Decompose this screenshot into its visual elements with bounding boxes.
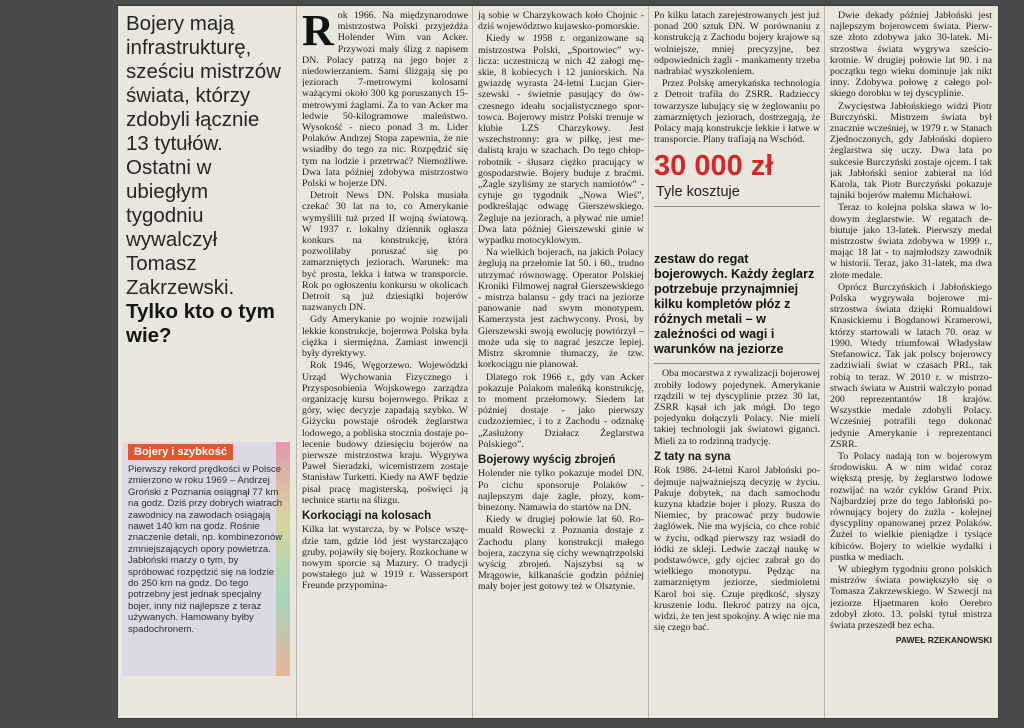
paragraph: Rok 1986. 24-letni Karol Jabłoński podejmuje najważniejszą decyzję w życiu. Pakuje dobytek, na dach samochodu kuzyna kładzie bojer i płozy. Rusza do Niemiec, by pracować przy budowie żaglówek. Nie ma wyjścia, co chce robić w życiu, odkąd pierwszy raz wsiadł do łódki ze skleji. Ledwie zaczął naukę w podstawówce, gdy ojciec zabrał go do wielkiego monotypu. Pędząc na zamarzniętym jeziorze, siedmioletni Karol boi się. Czuje prędkość, słyszy kruszenie lodu. Ilekroć patrzy na ojca, widzi, że ten jest spokojny. A więc nie ma się czego bać. [654, 465, 820, 634]
paragraph: Rok 1946, Węgorzewo. Wojewódzki Urząd Wychowania Fizycznego i Przysposobienia Wojskowego zarządza organizację kursu bojerowego. Prikaz z góry, więc decyzje zapadają szybko. W Giżycku powstaje ośrodek żeglarstwa lodowego, a pobliska stocznia dostaje polecenie budowy dziesięciu bojerów na pierwsze mistrzostwa kraju. Wygrywa Paweł Sieradzki, wicemistrzem zostaje Stanisław Turketti. Kiedy na AWF będzie pisał pracę magisterską, poświęci ją technice startu na ślizgu. [302, 360, 468, 506]
paragraph: Przez Polskę amerykańska technologia z Detroit trafiła do ZSRR. Radzieccy towarzysze lubujący się w żeglowaniu po zamarzniętych jeziorach, dostrzegają, że Polacy mają konstrukcje lekkie i łatwe w transporcie. Plany trafiają na Wschód. [654, 78, 820, 146]
callout-big-number: 30 000 zł [654, 150, 774, 183]
paragraph: Po kilku latach zarejestrowanych jest już ponad 200 sztuk DN. W porównaniu z konstrukcją z Zachodu bojery krajowe są wolniejsze, mniej precyzyjne, bez odpowiednich żagli - mankamenty trzeba nadrabiać wyszkoleniem. [654, 10, 820, 78]
drop-cap: R [302, 10, 334, 55]
sidebar-box-title: Bojery i szybkość [128, 444, 233, 460]
sidebar-box-text: Pierwszy rekord prędkości w Polsce zmierzono w roku 1969 – Andrzej Groński z Poznania osiągnął 77 km na godz. Dziś przy dobrych wiatrach zawodnicy na zawodach osiągają nawet 140 km na godz. Rośnie znaczenie detali, np. kombinezonów zmniejszających opory powietrza. Jabłoński marzy o tym, by spróbować rozpędzić się na lodzie do 250 km na godz. Do tego potrzebny jest jednak specjalny bojer, inny niż najlepsze z teraz używanych. Hamowany byłby spadochronem. [128, 464, 283, 635]
newspaper-clipping [118, 6, 998, 718]
paragraph: Holender nie tylko pokazuje model DN. Po cichu sponsoruje Polaków - najlepszym daje żagle, płozy, kombinezony. Namawia do startów na DN. [478, 468, 644, 514]
callout-bold-text: zestaw do regat bojerowych. Każdy żeglarz potrzebuje przynajmniej kilku kompletów płóz z różnych metali – w zależności od wagi i warunków na jeziorze [654, 252, 815, 357]
paragraph: Na wielkich bojerach, na jakich Polacy żeglują na przełomie lat 50. i 60., trudno utrzymać równowagę. Operator Polskiej Kroniki Filmowej nagrał Gierszewskiego - mistrza balansu - gdy traci na jeziorze panowanie nad swym monotypem. Kamerzysta jest zachwycony. Prosi, by Gierszewski swoją ewolucję powtórzył – może uda się to nagrać jeszcze lepiej. Mistrz skromnie tłumaczy, że tzw. korkociągu nie planował. [478, 247, 644, 371]
column-divider [296, 6, 297, 718]
paragraph: Kilka lat wystarcza, by w Polsce wszędzie tam, gdzie lód jest wystarczająco gruby, pojawiły się bojery. Rozkochane w nowym sporcie są Mazury. O tradycji powstałego już w 1919 r. Wassersport Freunde przypomina- [302, 524, 468, 592]
column-divider [648, 6, 649, 718]
article-column-5 [830, 10, 992, 718]
callout-rule [654, 206, 820, 207]
paragraph: Zwycięstwa Jabłońskiego widzi Piotr Burczyński. Mistrzem świata był znacznie wcześniej, w 1979 r. w Stanach Zjednoczonych, gdy Jabłoński dopiero żeglarstwa się uczy. Dwa lata po sukcesie Burczyński zostaje ojcem. I tak jak Jabłoński senior zabierał na lód Karola, tak Piotr Burczyński pokazuje tajniki bojerów małemu Michałowi. [830, 100, 992, 202]
paragraph: Oprócz Burczyńskich i Jabłońskiego Polska wygrywała bojerowe mistrzostwa świata dzięki Romualdowi Knasickiemu i Bogdanowi Kramerowi, którzy startowali w latach 70. oraz w 1990. Wtedy triumfował Władysław Stefanowicz. Tak jak polscy bojerowcy zadziwiali świat w czasach PRL, tak robią to teraz. W 2010 r. w mistrzostwach świata w Austrii walczyło ponad 200 reprezentantów 18 krajów. Wszystkie medale zdobyli Polacy. Wcześniej potrafili tego dokonać jedynie Amerykanie i reprezentanci ZSRR. [830, 281, 992, 450]
lead-question: Tylko kto o tym wie? [126, 300, 275, 347]
article-column-4 [654, 10, 820, 718]
callout [654, 146, 820, 252]
paragraph: Gdy Amerykanie po wojnie rozwijali lekkie konstrukcje, bojerowa Polska była ciężka i siermiężna. Zamiast inwencji były dyrektywy. [302, 314, 468, 360]
callout-subtitle: Tyle kosztuje [656, 184, 740, 201]
column-divider [472, 6, 473, 718]
paragraph: ok 1966. Na międzynarodowe mistrzostwa Polski przyjeżdża Holender Wim van Acker. Przywozi mały ślizg z napisem DN. Polacy patrzą na jego bojer z niedowierzaniem. Sami ślizgają się po jeziorach 7-metrowymi kolosami ważącymi około 300 kg poruszanych 15-metrowymi żaglami. Za to van Acker ma ledwie 50-kilogramowe maleństwo. Wysokość - nieco ponad 3 m. Lider Polaków Andrzej Stopa zapewnia, że nie wsiadłby do tego za nic. Rozpędzić się tym na lodzie i przetrwać? Niemożliwe. Dwa lata później zdobywa mistrzostwo Polski w bojerze DN. [302, 10, 468, 190]
lead-column [118, 6, 294, 718]
paragraph: Dlatego rok 1966 r., gdy van Acker pokazuje Polakom maleńką konstrukcję, to moment przełomowy. Siedem lat później dostaje - jako pierwszy cudzoziemiec, i to z Zachodu - odznakę „Zasłużony Działacz Żeglarstwa Polskiego”. [478, 371, 644, 450]
section-heading: Z taty na syna [654, 450, 731, 463]
paragraph: Teraz to kolejna polska sława w lodowym żeglarstwie. W regatach debiutuje jako 13-latek. Pierwszy medal mistrzostw świata zdobywa w 1999 r., mając 18 lat - to najmłodszy zawodnik w historii. Teraz, jako 31-latek, ma dwa złote medale. [830, 202, 992, 281]
paragraph: Kiedy w drugiej połowie lat 60. Romuald Rowecki z Poznania dostaje z Zachodu plany konstrukcji małego bojera, zaczyna się cichy wewnątrzpolski wyścig zbrojeń. Najszybsi są w Mrągowie, kilkanaście godzin później mały bojer jest gotowy też w Olsztynie. [478, 514, 644, 593]
author-signature: PAWEŁ RZEKANOWSKI [895, 635, 992, 646]
article-column-2 [302, 10, 468, 718]
section-heading: Bojerowy wyścig zbrojeń [478, 453, 616, 466]
section-heading: Korkociągi na kolosach [302, 509, 432, 522]
column-divider [824, 6, 825, 718]
sidebar-box [122, 442, 290, 676]
callout-rule [654, 363, 820, 364]
article-column-3 [478, 10, 644, 718]
paragraph: Kiedy w 1958 r. organizowane są mistrzostwa Polski, „Sportowiec” wylicza: uczestniczą w nich 42 załogi męskie, 8 kobiecych i 12 juniorskich. Na gwiazdę wyrasta 24-letni Lucjan Gierszewski - świetnie pasujący do ówczesnego ideału socjalistycznego sportowca. Bojerowy mistrz Polski trenuje w klubie LZS Charzykowy. Jest wszechstronny: gra w piłkę, jest medalistą kraju w szachach. Do tego chłop-robotnik - ślusarz ciężko pracujący w gospodarstwie. Bojery buduje z braćmi. „Żagle szyliśmy ze starych namiotów” - cytuje go tygodnik „Nowa Wieś”, podkreślając odwagę Gierszewskiego. Żegluje na jeziorach, a pływać nie umie! Dwa lata później Gierszewski ginie w wypadku motocyklowym. [478, 33, 644, 247]
paragraph: To Polacy nadają ton w bojerowym środowisku. A w nim widać coraz większą presję, by żeglarstwo lodowe rozwijać na wzór cyklów Grand Prix. Najbardziej prze do tego Jabłoński porównujący bojery do żużla - kolejnej dyscypliny opanowanej przez Polaków. Żużel to wielkie pieniądze i tysiące kibiców. Bojery to wielkie wydalki i pustka w mediach. [830, 450, 992, 563]
paragraph: W ubiegłym tygodniu grono polskich mistrzów świata powiększyło się o Tomasza Zakrzewskiego. W Szwecji na jeziorze Hjaetmaren koło Oerebro zdobył złoto. 13. polski tytuł mistrza świata przeszedł bez echa. [830, 563, 992, 631]
paragraph: Oba mocarstwa z rywalizacji bojerowej zrobiły lodowy pojedynek. Amerykanie rządzili w tej dyscyplinie przez 30 lat, ZSRR kąsał ich jak mógł. Do tego pojedynku dołączyli Polacy. Nie mieli takiej technologii jak światowi giganci. Mieli za to rodzinną tradycję. [654, 368, 820, 447]
paragraph: Dwie dekady później Jabłoński jest najlepszym bojerowcem świata. Pierwsze złoto zdobywa jako 30-latek. Mistrzostwa świata wygrywa sześciokrotnie. W drugiej połowie lat 90. i na początku tego wieku dominuje jak nikt inny. Zdobywa połowę z całego polskiego dorobku w tej dyscyplinie. [830, 10, 992, 100]
lead-text [126, 12, 286, 348]
paragraph: ją sobie w Charzykowach koło Chojnic - dziś województwo kujawsko-pomorskie. [478, 10, 644, 33]
lead-statement: Bojery mają infrastrukturę, sześciu mistrzów świata, którzy zdobyli łącznie 13 tytułów. Ostatni w ubiegłym tygodniu wywalczył Tomasz Zakrzewski. [126, 12, 281, 299]
paragraph: Detroit News DN. Polska musiała czekać 30 lat na to, co Amerykanie wymyślili tuż przed II wojną światową. W 1937 r. lokalny dziennik ogłasza konkurs na konstrukcję, która pozwoliłaby poruszać się po zamarzniętych jeziorach. Warunek: ma być prosta, lekka i łatwa w transporcie. Rok po ogłoszeniu konkursu w okolicach Detroit są już dziesiątki bojerów nazwanych DN. [302, 190, 468, 314]
